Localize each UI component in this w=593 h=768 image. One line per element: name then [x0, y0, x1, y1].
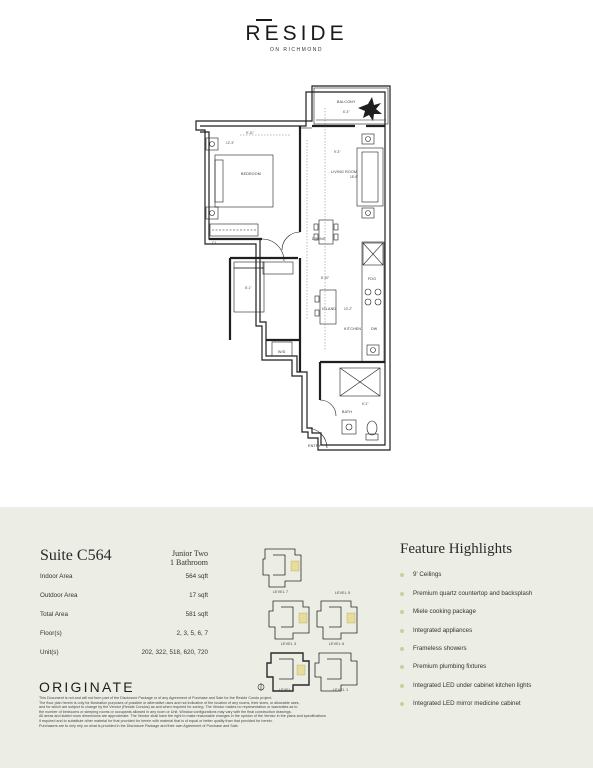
- feature-text: 9' Ceilings: [413, 571, 442, 578]
- room-fridge: FDG: [368, 277, 377, 281]
- suite-type-name: Junior Two: [172, 549, 208, 558]
- spec-label: Total Area: [40, 611, 69, 618]
- room-closet: CL: [212, 241, 217, 245]
- disclaimer-line: The floor plan herein is only for illustration purposes of possible or alternative uses and not indicative of the location of any rooms, their sizes, or allowable uses,: [39, 700, 300, 705]
- disclaimer: [39, 696, 409, 728]
- bullet-icon: [400, 573, 404, 577]
- spec-label: Outdoor Area: [40, 592, 78, 599]
- dim-living-depth: 18'-6": [350, 175, 359, 179]
- dim-bath: 6'-2": [362, 402, 369, 406]
- feature-text: Frameless showers: [413, 645, 467, 652]
- level-label: LEVEL 7: [273, 590, 289, 594]
- spec-row-floors: [40, 630, 208, 640]
- dim-bedroom-depth: 12'-3": [226, 141, 235, 145]
- bullet-icon: [400, 592, 404, 596]
- disclaimer-line: Purchasers are to only rely on what is provided in the Disclosure Package and their own Agreement of Purchase and Sale.: [39, 723, 239, 728]
- level-label: LEVEL 6: [329, 642, 345, 646]
- spec-value: 2, 3, 5, 6, 7: [176, 630, 208, 637]
- spec-value: 581 sqft: [185, 611, 208, 618]
- feature-highlights-title: Feature Highlights: [400, 541, 513, 557]
- disclaimer-line: the number of bedrooms or sleeping rooms or occupants allowed in any room or Unit. Window configurations may vary with the final construction drawings.: [39, 709, 292, 714]
- key-plans: [255, 545, 385, 695]
- feature-text: Integrated appliances: [413, 627, 473, 634]
- key-plan-drawings: [255, 545, 385, 695]
- room-island: ISLAND: [322, 307, 337, 311]
- disclaimer-line: and for which are subject to change by the Vendor (Reside Condos) as and when required for zoning. The Vendor makes no representation or warranties as to: [39, 705, 298, 710]
- level-label: LEVEL 5: [335, 591, 351, 595]
- disclaimer-line: This Document is not and will not form part of the Disclosure Package or of any Agreement of Purchase and Sale for the Reside Condo project.: [39, 696, 273, 700]
- spec-label: Floor(s): [40, 630, 62, 637]
- suite-type: [156, 549, 208, 567]
- bullet-icon: [400, 702, 404, 706]
- developer-logo: ORIGINATE: [39, 679, 135, 695]
- suite-title: Suite C564: [40, 547, 112, 564]
- feature-text: Miele cooking package: [413, 608, 476, 615]
- room-kitchen: KITCHEN: [344, 327, 362, 331]
- room-living: LIVING ROOM: [331, 170, 358, 174]
- level-label: LEVEL 1: [333, 688, 349, 692]
- dim-hall: 8'-10": [321, 276, 330, 280]
- bullet-icon: [400, 629, 404, 633]
- dim-balcony: 6'-3": [343, 110, 350, 114]
- spec-label: Indoor Area: [40, 573, 73, 580]
- disclaimer-line: All areas and stated room dimensions are approximate. The Vendor shall have the right to make reasonable changes in the opinion of the Vendor in the plans and specifications: [39, 714, 326, 719]
- room-balcony: BALCONY: [337, 100, 356, 104]
- bullet-icon: [400, 610, 404, 614]
- dim-bedroom-width: 9'-11": [246, 131, 254, 135]
- bullet-icon: [400, 684, 404, 688]
- feature-text: Premium plumbing fixtures: [413, 663, 487, 670]
- bullet-icon: [400, 647, 404, 651]
- dim-kitchen: 10'-2": [344, 307, 353, 311]
- feature-text: Premium quartz countertop and backsplash: [413, 590, 533, 597]
- dim-living-width: 9'-3": [334, 150, 341, 154]
- spec-value: 564 sqft: [185, 573, 208, 580]
- feature-text: Integrated LED mirror medicine cabinet: [413, 700, 521, 707]
- level-label: LEVEL 3: [281, 642, 297, 646]
- spec-value: 202, 322, 518, 620, 720: [141, 649, 208, 656]
- room-dw: DW: [371, 327, 378, 331]
- dim-den-width: 8'-1": [245, 286, 252, 290]
- feature-text: Integrated LED under cabinet kitchen lights: [413, 682, 532, 689]
- spec-row-total: [40, 611, 208, 621]
- brand-subtitle: ON RICHMOND: [270, 47, 323, 53]
- room-bath: BATH: [342, 410, 353, 414]
- disclaimer-line: if required and to substitute other material for that provided for herein with material that is of equal or better quality than that provided for herein.: [39, 718, 273, 723]
- spec-value: 17 sqft: [189, 592, 208, 599]
- room-bedroom: BEDROOM: [241, 172, 261, 176]
- brand-name: RESIDE: [245, 22, 348, 45]
- room-entry: ENTRY: [308, 444, 322, 448]
- room-wd: W/D: [278, 350, 286, 354]
- suite-bathrooms: 1 Bathroom: [170, 558, 208, 567]
- spec-row-outdoor: [40, 592, 208, 602]
- bullet-icon: [400, 665, 404, 669]
- room-dining: DINING: [312, 237, 326, 241]
- spec-row-indoor: [40, 573, 208, 583]
- spec-row-units: [40, 649, 208, 659]
- level-label: LEVEL 2: [279, 688, 295, 692]
- spec-label: Unit(s): [40, 649, 59, 656]
